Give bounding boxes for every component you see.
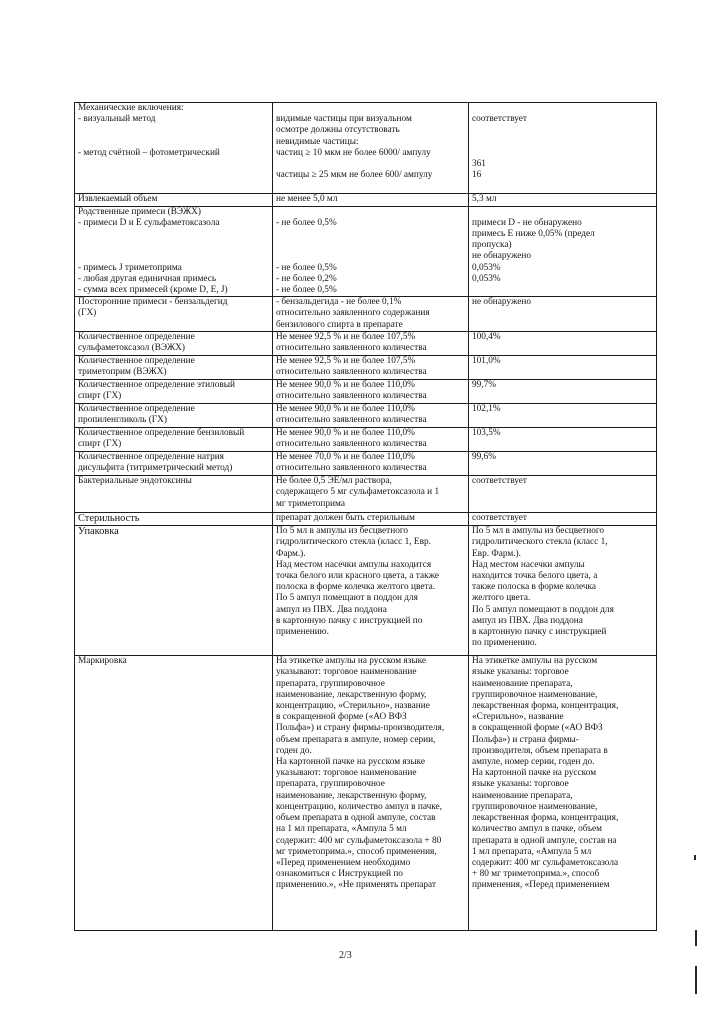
row-assay-propylene-glycol bbox=[75, 404, 657, 428]
cell-line: в картонную пачку с инструкцией bbox=[472, 627, 607, 638]
cell-line: осмотре должны отсутствовать bbox=[276, 125, 400, 136]
cell-line: (ГХ) bbox=[78, 308, 97, 319]
cell-line: - любая другая единичная примесь bbox=[78, 273, 217, 284]
cell-requirement bbox=[273, 297, 469, 332]
cell-test-name bbox=[75, 297, 273, 332]
cell-line bbox=[276, 240, 465, 251]
cell-line: относительно заявленного количества bbox=[276, 439, 427, 450]
cell-test-name: Маркировка bbox=[75, 656, 273, 931]
cell-line: Не менее 90,0 % и не более 110,0% bbox=[276, 428, 415, 439]
cell-line: наименование препарата, bbox=[472, 790, 573, 801]
cell-line: - сумма всех примесей (кроме D, E, J) bbox=[78, 285, 228, 296]
cell-line: применения, «Перед применением bbox=[472, 880, 610, 891]
cell-line: пропиленгликоль (ГХ) bbox=[78, 415, 167, 426]
cell-line: соответствует bbox=[472, 114, 527, 125]
cell-line bbox=[78, 125, 269, 136]
cell-line: - бензальдегида - не более 0,1% bbox=[276, 297, 402, 308]
cell-line: ампул из ПВХ. Два поддона bbox=[472, 615, 583, 626]
cell-line bbox=[472, 125, 653, 136]
cell-requirement bbox=[273, 428, 469, 452]
cell-line: 0,053% bbox=[472, 262, 501, 273]
cell-result: 100,4% bbox=[469, 332, 657, 356]
cell-line: наименование препарата, bbox=[472, 678, 573, 689]
cell-line: препарата в одной ампуле, состав на bbox=[472, 835, 617, 846]
cell-line bbox=[78, 240, 269, 251]
cell-line: На картонной пачке на русском языке bbox=[276, 757, 426, 768]
cell-line bbox=[78, 137, 269, 148]
cell-line bbox=[276, 103, 465, 114]
row-mechanical-inclusions bbox=[75, 103, 657, 194]
cell-line: + 80 мг триметоприма.», способ bbox=[472, 869, 600, 880]
cell-line: «Перед применением необходимо bbox=[276, 857, 411, 868]
cell-line: языке указаны: торговое bbox=[472, 779, 569, 790]
cell-line bbox=[276, 159, 465, 170]
cell-line: 361 bbox=[472, 159, 486, 170]
cell-line: препарата, группировочное bbox=[276, 779, 385, 790]
cell-line: Количественное определение bbox=[78, 332, 195, 343]
cell-line: языке указаны: торговое bbox=[472, 667, 569, 678]
row-packaging bbox=[75, 526, 657, 656]
cell-line: - визуальный метод bbox=[78, 114, 156, 125]
row-assay-ethanol bbox=[75, 380, 657, 404]
cell-line: Не менее 70,0 % и не более 110,0% bbox=[276, 452, 415, 463]
cell-line: относительно заявленного количества bbox=[276, 391, 427, 402]
cell-line: применению.», «Не применять препарат bbox=[276, 880, 436, 891]
cell-requirement bbox=[273, 380, 469, 404]
row-marking bbox=[75, 656, 657, 931]
cell-requirement: не менее 5,0 мл bbox=[273, 193, 469, 206]
cell-line: - не более 0,5% bbox=[276, 285, 337, 296]
cell-line: спирт (ГХ) bbox=[78, 391, 122, 402]
cell-line: примесь E ниже 0,05% (предел bbox=[472, 229, 595, 240]
cell-line: в картонную пачку с инструкцией по bbox=[276, 615, 423, 626]
cell-line: концентрацию, «Стерильно», название bbox=[276, 701, 430, 712]
scan-artifact-mark bbox=[694, 855, 696, 860]
cell-requirement bbox=[273, 356, 469, 380]
cell-line: 0,053% bbox=[472, 273, 501, 284]
cell-requirement bbox=[273, 103, 469, 194]
cell-line: Не менее 92,5 % и не более 107,5% bbox=[276, 356, 416, 367]
cell-line: По 5 мл в ампулы из бесцветного bbox=[276, 526, 409, 537]
cell-line: относительно заявленного количества bbox=[276, 463, 427, 474]
cell-line: относительно заявленного количества bbox=[276, 343, 427, 354]
cell-line bbox=[472, 181, 653, 192]
cell-line: спирт (ГХ) bbox=[78, 439, 122, 450]
cell-requirement bbox=[273, 404, 469, 428]
cell-line bbox=[78, 229, 269, 240]
cell-line: - не более 0,2% bbox=[276, 273, 337, 284]
cell-line: - не более 0,5% bbox=[276, 262, 337, 273]
cell-line: годен до. bbox=[276, 745, 312, 756]
row-assay-sulfamethoxazole bbox=[75, 332, 657, 356]
cell-result bbox=[469, 526, 657, 656]
cell-line: ампуле, номер серии, годен до. bbox=[472, 757, 595, 768]
cell-line bbox=[472, 207, 653, 218]
cell-line: на 1 мл препарата, «Ампула 5 мл bbox=[276, 824, 407, 835]
cell-line: Евр. Фарм.). bbox=[472, 548, 521, 559]
cell-requirement bbox=[273, 206, 469, 297]
cell-requirement bbox=[273, 656, 469, 931]
cell-line: дисульфита (титриметрический метод) bbox=[78, 463, 233, 474]
cell-line: лекарственная форма, концентрация, bbox=[472, 813, 619, 824]
cell-line: невидимые частицы: bbox=[276, 136, 359, 147]
cell-line: также полоска в форме колечка bbox=[472, 582, 597, 593]
cell-line: в сокращенной форме («АО ВФЗ bbox=[276, 712, 407, 723]
cell-line: содержит: 400 мг сульфаметоксазола bbox=[472, 857, 619, 868]
cell-line: 1 мл препарата, «Ампула 5 мл bbox=[472, 846, 592, 857]
cell-result: 102,1% bbox=[469, 404, 657, 428]
cell-line bbox=[78, 170, 269, 181]
cell-line bbox=[276, 207, 465, 218]
cell-line: количество ампул в пачке, объем bbox=[472, 824, 603, 835]
cell-line: полоска в форме колечка желтого цвета. bbox=[276, 582, 436, 593]
cell-result: 5,3 мл bbox=[469, 193, 657, 206]
cell-line bbox=[472, 137, 653, 148]
cell-line: частицы ≥ 25 мкм не более 600/ ампулу bbox=[276, 170, 433, 181]
cell-line: мг триметоприма bbox=[276, 498, 345, 509]
cell-line bbox=[78, 159, 269, 170]
cell-line: ампул из ПВХ. Два поддона bbox=[276, 604, 387, 615]
cell-line: Количественное определение bbox=[78, 404, 195, 415]
cell-line: ознакомиться с Инструкцией по bbox=[276, 869, 403, 880]
cell-line: точка белого или красного цвета, а также bbox=[276, 571, 440, 582]
cell-line bbox=[276, 181, 465, 192]
page-number: 2/3 bbox=[339, 950, 352, 961]
cell-line: содержащего 5 мг сульфаметоксазола и 1 bbox=[276, 487, 440, 498]
cell-test-name bbox=[75, 356, 273, 380]
cell-result bbox=[469, 206, 657, 297]
cell-line: примеси D - не обнаружено bbox=[472, 217, 582, 228]
cell-requirement bbox=[273, 526, 469, 656]
cell-line: относительно заявленного количества bbox=[276, 415, 427, 426]
cell-line bbox=[472, 148, 653, 159]
cell-test-name bbox=[75, 103, 273, 194]
cell-line bbox=[78, 320, 269, 331]
cell-line bbox=[472, 285, 653, 296]
cell-line: препарата, группировочное bbox=[276, 678, 385, 689]
row-assay-sodium-disulfite bbox=[75, 452, 657, 476]
cell-line: гидролитического стекла (класс 1, bbox=[472, 537, 608, 548]
cell-line bbox=[472, 308, 653, 319]
cell-result bbox=[469, 656, 657, 931]
cell-test-name bbox=[75, 206, 273, 297]
cell-test-name: Извлекаемый объем bbox=[75, 193, 273, 206]
cell-line: применению. bbox=[276, 627, 329, 638]
cell-line bbox=[276, 251, 465, 262]
cell-result: 99,6% bbox=[469, 452, 657, 476]
cell-line: гидролитического стекла (класс 1, Евр. bbox=[276, 537, 431, 548]
cell-line: Не менее 90,0 % и не более 110,0% bbox=[276, 404, 415, 415]
cell-line: содержит: 400 мг сульфаметоксазола + 80 bbox=[276, 835, 442, 846]
cell-line: желтого цвета. bbox=[472, 593, 531, 604]
cell-result: 99,7% bbox=[469, 380, 657, 404]
cell-line: указывают: торговое наименование bbox=[276, 768, 417, 779]
row-extractable-volume bbox=[75, 193, 657, 206]
cell-test-name bbox=[75, 428, 273, 452]
cell-line: 16 bbox=[472, 170, 482, 181]
cell-line: группировочное наименование, bbox=[472, 801, 598, 812]
cell-line: «Стерильно», название bbox=[472, 712, 564, 723]
cell-line: По 5 ампул помещают в поддон для bbox=[276, 593, 418, 604]
cell-line: Количественное определение бензиловый bbox=[78, 428, 245, 439]
cell-line: относительно заявленного содержания bbox=[276, 308, 430, 319]
cell-line: объем препарата в одной ампуле, состав bbox=[276, 813, 436, 824]
cell-line: частиц ≥ 10 мкм не более 6000/ ампулу bbox=[276, 147, 431, 158]
cell-line: Фарм.). bbox=[276, 548, 306, 559]
cell-line bbox=[276, 229, 465, 240]
cell-line: Польфа») и страна фирмы- bbox=[472, 734, 579, 745]
cell-line: - не более 0,5% bbox=[276, 217, 337, 228]
cell-line: Родственные примеси (ВЭЖХ) bbox=[78, 206, 201, 217]
cell-line bbox=[472, 103, 653, 114]
cell-line: По 5 ампул помещают в поддон для bbox=[472, 604, 614, 615]
cell-test-name bbox=[75, 380, 273, 404]
cell-result: 101,0% bbox=[469, 356, 657, 380]
row-sterility bbox=[75, 513, 657, 526]
cell-line: по применению. bbox=[472, 638, 537, 649]
cell-line: указывают: торговое наименование bbox=[276, 667, 417, 678]
cell-line: наименование, лекарственную форму, bbox=[276, 790, 427, 801]
cell-line: производителя, объем препарата в bbox=[472, 745, 608, 756]
cell-line: Не менее 90,0 % и не более 110,0% bbox=[276, 380, 415, 391]
cell-line: Над местом насечки ампулы находится bbox=[276, 559, 432, 570]
cell-line: Не более 0,5 ЭЕ/мл раствора, bbox=[276, 476, 392, 487]
cell-line: Не менее 92,5 % и не более 107,5% bbox=[276, 332, 416, 343]
cell-line: не обнаружено bbox=[472, 251, 532, 262]
cell-result bbox=[469, 297, 657, 332]
cell-line: группировочное наименование, bbox=[472, 689, 598, 700]
cell-requirement bbox=[273, 452, 469, 476]
scan-artifact-mark bbox=[695, 966, 697, 994]
cell-requirement: препарат должен быть стерильным bbox=[273, 513, 469, 526]
cell-line: в сокращенной форме («АО ВФЗ bbox=[472, 723, 603, 734]
scan-artifact-mark bbox=[695, 930, 697, 946]
cell-line: видимые частицы при визуальном bbox=[276, 114, 412, 125]
cell-line bbox=[78, 181, 269, 192]
cell-line: - примесь J триметоприма bbox=[78, 262, 182, 273]
cell-result: соответствует bbox=[469, 476, 657, 513]
cell-line: По 5 мл в ампулы из бесцветного bbox=[472, 526, 605, 537]
cell-test-name bbox=[75, 404, 273, 428]
cell-line: триметоприм (ВЭЖХ) bbox=[78, 367, 167, 378]
specification-table bbox=[74, 102, 657, 931]
cell-line: наименование, лекарственную форму, bbox=[276, 689, 427, 700]
cell-line: Количественное определение натрия bbox=[78, 452, 224, 463]
row-bacterial-endotoxins bbox=[75, 476, 657, 513]
cell-line: На этикетке ампулы на русском языке bbox=[276, 656, 427, 667]
cell-test-name: Бактериальные эндотоксины bbox=[75, 476, 273, 513]
cell-line: Посторонние примеси - бензальдегид bbox=[78, 297, 228, 308]
cell-test-name bbox=[75, 332, 273, 356]
cell-line: На картонной пачке на русском bbox=[472, 768, 597, 779]
cell-line: не обнаружено bbox=[472, 297, 532, 308]
cell-line: На этикетке ампулы на русском bbox=[472, 656, 598, 667]
row-assay-benzyl-alcohol bbox=[75, 428, 657, 452]
cell-line: - примеси D и E сульфаметоксазола bbox=[78, 217, 220, 228]
cell-line bbox=[78, 251, 269, 262]
cell-line: Количественное определение этиловый bbox=[78, 380, 235, 391]
cell-test-name: Стерильность bbox=[75, 513, 273, 526]
cell-line: Количественное определение bbox=[78, 356, 195, 367]
cell-test-name bbox=[75, 452, 273, 476]
cell-result: соответствует bbox=[469, 513, 657, 526]
cell-line: находится точка белого цвета, а bbox=[472, 571, 598, 582]
cell-line: Польфа») и страну фирмы-производителя, bbox=[276, 723, 445, 734]
cell-requirement bbox=[273, 476, 469, 513]
cell-line: объем препарата в ампуле, номер серии, bbox=[276, 734, 436, 745]
cell-result: 103,5% bbox=[469, 428, 657, 452]
cell-line: Над местом насечки ампулы bbox=[472, 559, 585, 570]
cell-line: сульфаметоксазол (ВЭЖХ) bbox=[78, 343, 185, 354]
cell-line: бензилового спирта в препарате bbox=[276, 319, 403, 330]
row-related-impurities bbox=[75, 206, 657, 297]
cell-line: Механические включения: bbox=[78, 103, 184, 113]
cell-line: лекарственная форма, концентрация, bbox=[472, 701, 619, 712]
cell-requirement bbox=[273, 332, 469, 356]
cell-test-name: Упаковка bbox=[75, 526, 273, 656]
cell-line: пропуска) bbox=[472, 240, 512, 251]
cell-line bbox=[472, 320, 653, 331]
row-assay-trimethoprim bbox=[75, 356, 657, 380]
cell-line: относительно заявленного количества bbox=[276, 367, 427, 378]
cell-line: мг триметоприма.», способ применения, bbox=[276, 846, 437, 857]
cell-line: - метод счётной – фотометрический bbox=[78, 147, 220, 158]
cell-line: концентрацию, количество ампул в пачке, bbox=[276, 801, 442, 812]
cell-result bbox=[469, 103, 657, 194]
row-foreign-impurities bbox=[75, 297, 657, 332]
